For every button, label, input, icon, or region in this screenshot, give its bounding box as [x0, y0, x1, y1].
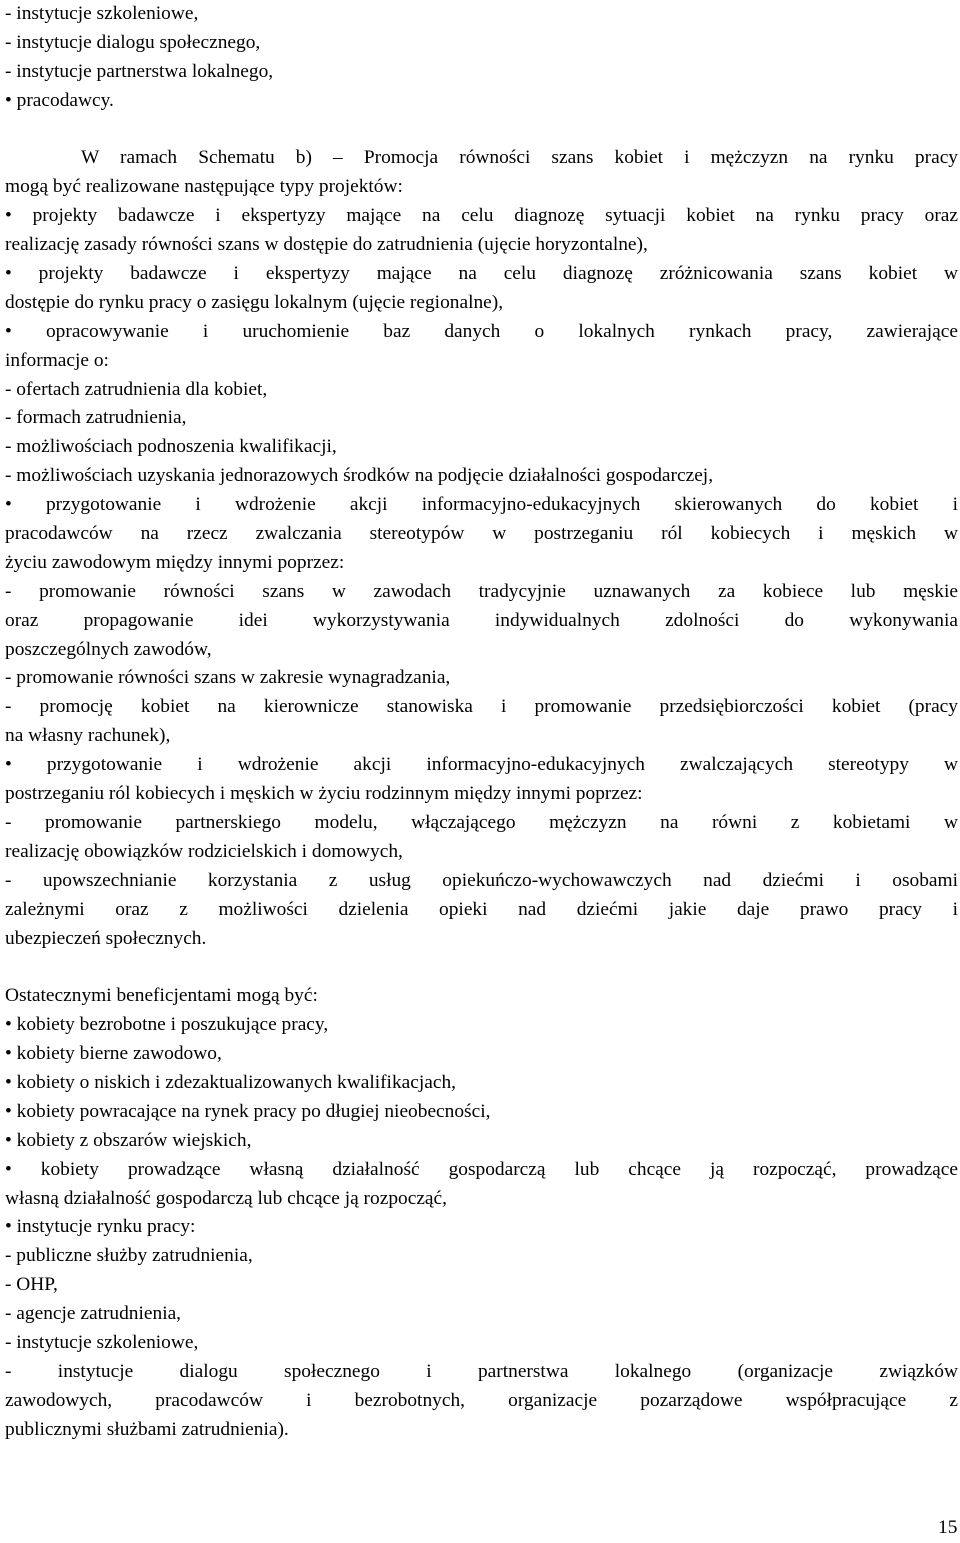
text-line: poszczególnych zawodów,: [5, 638, 212, 660]
text-line: - promowanie równości szans w zakresie wynagradzania,: [5, 667, 451, 689]
text-line: • przygotowanie i wdrożenie akcji informacyjno-edukacyjnych zwalczających stereotypy w: [5, 754, 958, 776]
text-line: - ofertach zatrudnienia dla kobiet,: [5, 378, 268, 400]
list-item: - instytucje szkoleniowe,: [5, 3, 199, 24]
section-b-intro: [5, 144, 958, 202]
list-item: - instytucje partnerstwa lokalnego,: [5, 60, 274, 82]
text-line: - promowanie partnerskiego modelu, włączającego mężczyzn na równi z kobietami w: [5, 811, 958, 833]
text-line: • kobiety bierne zawodowo,: [5, 1043, 222, 1065]
intro-list: [5, 0, 958, 116]
text-line: • instytucje rynku pracy:: [5, 1216, 196, 1238]
text-line: - instytucje dialogu społecznego i partnerstwa lokalnego (organizacje związków: [5, 1360, 958, 1382]
page-number: 15: [938, 1517, 958, 1538]
text-line: zależnymi oraz z możliwości dzielenia opieki nad dziećmi jakie daje prawo pracy i: [5, 898, 958, 920]
text-line: - formach zatrudnienia,: [5, 407, 187, 429]
text-line: - upowszechnianie korzystania z usług opiekuńczo-wychowawczych nad dziećmi i osobami: [5, 869, 958, 891]
text-line: • przygotowanie i wdrożenie akcji informacyjno-edukacyjnych skierowanych do kobiet i: [5, 494, 958, 516]
paragraph-line: mogą być realizowane następujące typy projektów:: [5, 176, 403, 198]
text-line: postrzeganiu ról kobiecych i męskich w życiu rodzinnym między innymi poprzez:: [5, 783, 643, 805]
text-line: informacje o:: [5, 349, 109, 371]
text-line: • kobiety prowadzące własną działalność gospodarczą lub chcące ją rozpocząć, prowadzące: [5, 1158, 958, 1180]
text-line: - możliwościach uzyskania jednorazowych środków na podjęcie działalności gospodarczej,: [5, 465, 714, 487]
text-line: realizację obowiązków rodzicielskich i domowych,: [5, 840, 403, 862]
text-line: zawodowych, pracodawców i bezrobotnych, organizacje pozarządowe współpracujące z: [5, 1389, 958, 1411]
text-line: • opracowywanie i uruchomienie baz danych o lokalnych rynkach pracy, zawierające: [5, 320, 958, 342]
text-line: oraz propagowanie idei wykorzystywania indywidualnych zdolności do wykonywania: [5, 609, 958, 631]
text-line: - możliwościach podnoszenia kwalifikacji,: [5, 436, 337, 458]
text-line: - instytucje szkoleniowe,: [5, 1331, 199, 1353]
text-line: • projekty badawcze i ekspertyzy mające na celu diagnozę zróżnicowania szans kobiet w: [5, 263, 958, 285]
text-line: • projekty badawcze i ekspertyzy mające na celu diagnozę sytuacji kobiet na rynku pracy oraz: [5, 205, 958, 227]
section-b-list: [5, 202, 958, 953]
text-line: pracodawców na rzecz zwalczania stereotypów w postrzeganiu ról kobiecych i męskich w: [5, 523, 958, 545]
text-line: • kobiety powracające na rynek pracy po długiej nieobecności,: [5, 1100, 491, 1122]
text-line: dostępie do rynku pracy o zasięgu lokalnym (ujęcie regionalne),: [5, 291, 504, 313]
text-line: • kobiety z obszarów wiejskich,: [5, 1129, 252, 1151]
list-item: - instytucje dialogu społecznego,: [5, 31, 261, 53]
text-line: Ostatecznymi beneficjentami mogą być:: [5, 985, 318, 1007]
text-line: - OHP,: [5, 1274, 58, 1296]
text-line: ubezpieczeń społecznych.: [5, 927, 207, 949]
spacer: [5, 116, 958, 145]
text-line: na własny rachunek),: [5, 725, 171, 747]
paragraph-line: W ramach Schematu b) – Promocja równości szans kobiet i mężczyzn na rynku pracy: [81, 147, 958, 169]
text-line: - promowanie równości szans w zawodach tradycyjnie uznawanych za kobiece lub męskie: [5, 580, 958, 602]
text-line: - promocję kobiet na kierownicze stanowiska i promowanie przedsiębiorczości kobiet (pracy: [5, 696, 958, 718]
text-line: - publiczne służby zatrudnienia,: [5, 1245, 253, 1267]
text-line: własną działalność gospodarczą lub chcące ją rozpocząć,: [5, 1187, 447, 1209]
text-line: • kobiety o niskich i zdezaktualizowanych kwalifikacjach,: [5, 1071, 456, 1093]
beneficiaries-list: [5, 982, 958, 1444]
spacer: [5, 953, 958, 982]
text-line: życiu zawodowym między innymi poprzez:: [5, 551, 345, 573]
text-line: realizację zasady równości szans w dostępie do zatrudnienia (ujęcie horyzontalne),: [5, 234, 648, 256]
text-line: publicznymi służbami zatrudnienia).: [5, 1418, 289, 1440]
list-item: • pracodawcy.: [5, 89, 114, 111]
text-line: - agencje zatrudnienia,: [5, 1303, 182, 1325]
document-page: [5, 0, 958, 1445]
text-line: • kobiety bezrobotne i poszukujące pracy,: [5, 1014, 329, 1036]
